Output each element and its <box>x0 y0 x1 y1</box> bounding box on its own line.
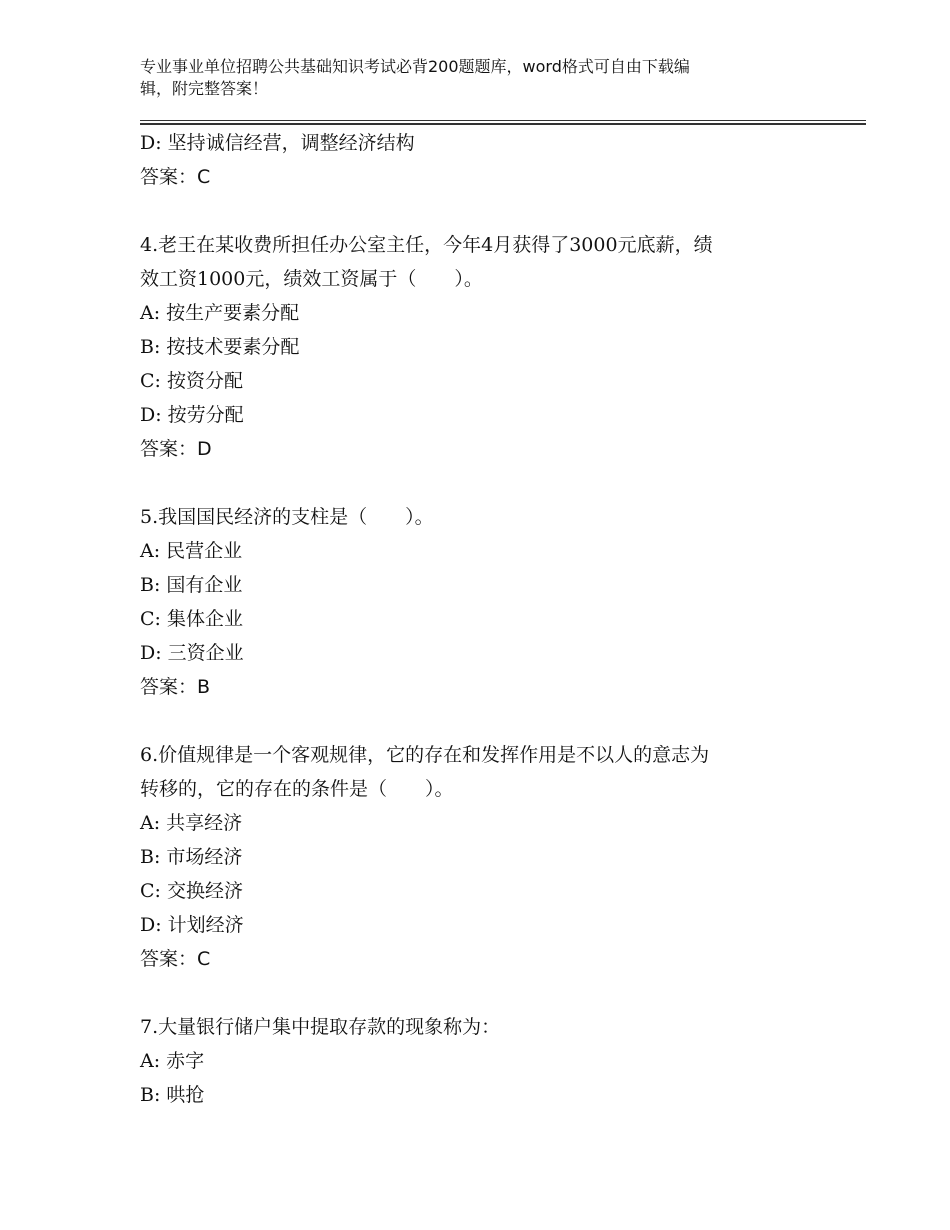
q5-option-c: C: 集体企业 <box>140 608 243 630</box>
q5-answer: 答案：B <box>140 676 211 698</box>
q5-option-b: B: 国有企业 <box>140 574 243 596</box>
q4-option-b: B: 按技术要素分配 <box>140 336 300 358</box>
header-line-1: 专业事业单位招聘公共基础知识考试必背200题题库，word格式可自由下载编 <box>140 57 690 76</box>
question-6 <box>140 738 820 976</box>
q7-option-b: B: 哄抢 <box>140 1084 205 1106</box>
question-5 <box>140 500 820 704</box>
question-4 <box>140 228 820 466</box>
q4-answer: 答案：D <box>140 438 212 460</box>
page-header <box>140 56 800 100</box>
q7-option-a: A: 赤字 <box>140 1050 205 1072</box>
q6-stem-line-1: 6.价值规律是一个客观规律，它的存在和发挥作用是不以人的意志为 <box>140 744 710 766</box>
q4-stem-line-1: 4.老王在某收费所担任办公室主任，今年4月获得了3000元底薪，绩 <box>140 234 713 256</box>
spacer <box>140 976 820 1010</box>
q4-option-d: D: 按劳分配 <box>140 404 244 426</box>
question-content <box>140 126 820 1112</box>
q6-option-a: A: 共享经济 <box>140 812 243 834</box>
q3-answer: 答案：C <box>140 166 211 188</box>
header-divider <box>140 120 866 125</box>
spacer <box>140 194 820 228</box>
q7-stem-line-1: 7.大量银行储户集中提取存款的现象称为： <box>140 1016 501 1038</box>
q4-option-c: C: 按资分配 <box>140 370 243 392</box>
q6-stem-line-2: 转移的，它的存在的条件是（ ）。 <box>140 778 454 800</box>
q4-option-a: A: 按生产要素分配 <box>140 302 300 324</box>
q6-option-c: C: 交换经济 <box>140 880 243 902</box>
header-line-2: 辑，附完整答案！ <box>140 79 269 98</box>
q6-option-b: B: 市场经济 <box>140 846 243 868</box>
spacer <box>140 466 820 500</box>
q5-option-d: D: 三资企业 <box>140 642 244 664</box>
q5-option-a: A: 民营企业 <box>140 540 243 562</box>
question-7 <box>140 1010 820 1112</box>
q3-option-d: D: 坚持诚信经营，调整经济结构 <box>140 132 415 154</box>
q5-stem-line-1: 5.我国国民经济的支柱是（ ）。 <box>140 506 434 528</box>
q6-option-d: D: 计划经济 <box>140 914 244 936</box>
spacer <box>140 704 820 738</box>
q4-stem-line-2: 效工资1000元，绩效工资属于（ ）。 <box>140 268 483 290</box>
q6-answer: 答案：C <box>140 948 211 970</box>
